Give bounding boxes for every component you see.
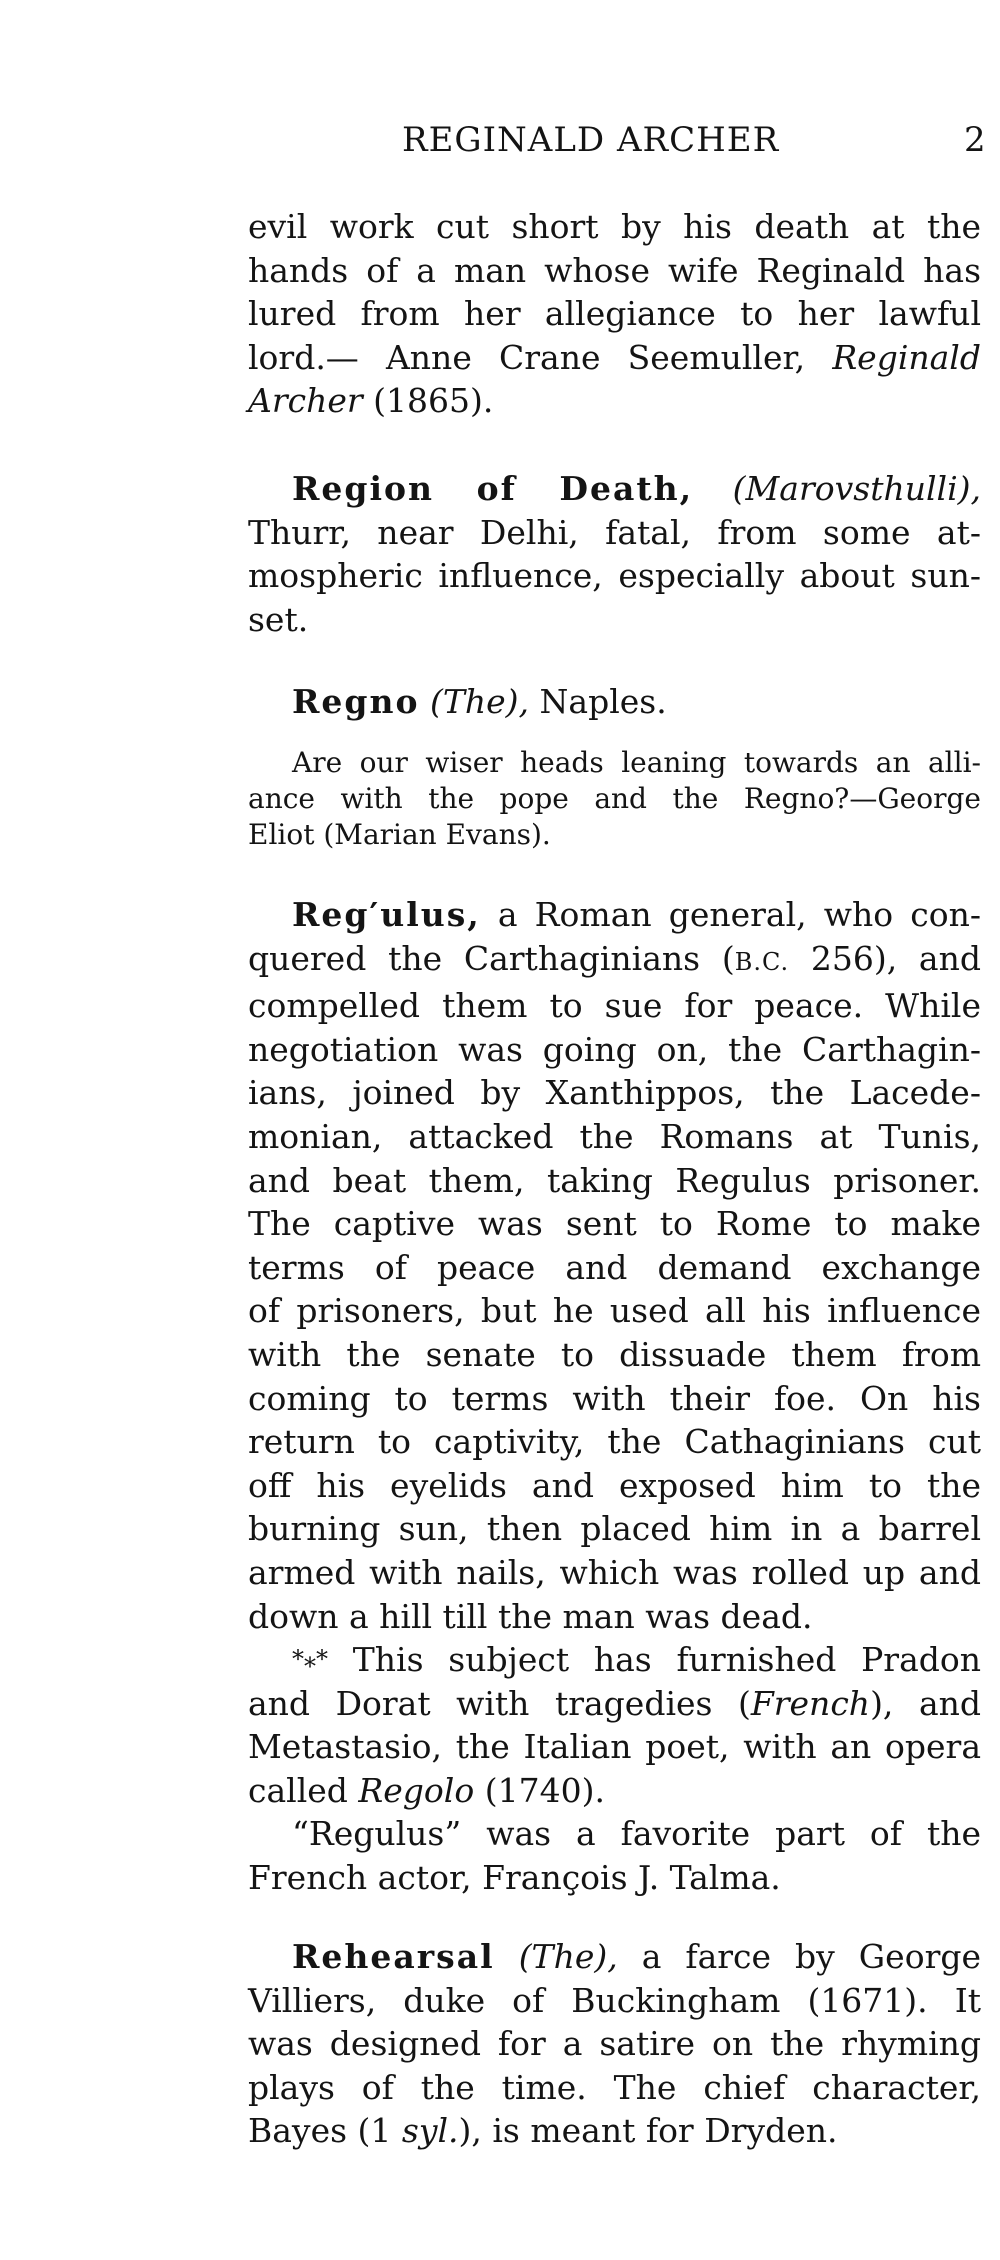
- note-text: (1740).: [474, 1770, 605, 1810]
- quote-line: Are our wiser heads leaning towards an alli-: [292, 746, 981, 779]
- abbrev-italic: syl.: [401, 2111, 459, 2151]
- text-line: coming to terms with their foe. On his: [248, 1378, 981, 1418]
- text-line: burning sun, then placed him in a barrel: [248, 1509, 981, 1549]
- text-line: mospheric influence, especially about sun-: [248, 556, 981, 596]
- definition-start: a Roman general, who con-: [497, 895, 981, 934]
- running-header: REGINALD ARCHER: [402, 120, 780, 160]
- opera-title: Regolo: [358, 1770, 475, 1810]
- text-line: terms of peace and demand exchange: [248, 1247, 981, 1287]
- note-line: French actor, François J. Talma.: [248, 1858, 781, 1898]
- headword: Rehearsal: [292, 1937, 495, 1976]
- text-line: off his eyelids and exposed him to the: [248, 1465, 981, 1505]
- text-line: [248, 937, 981, 985]
- text-line: and beat them, taking Regulus prisoner.: [248, 1160, 981, 1200]
- article: (The),: [518, 1937, 618, 1976]
- text-fragment: Bayes (1: [248, 2111, 402, 2151]
- note-text: This subject has furnished Pradon: [352, 1640, 981, 1680]
- note-line: [248, 1638, 981, 1682]
- text-line: lured from her allegiance to her lawful: [248, 294, 981, 334]
- entry-reginald-archer-tail: [248, 205, 981, 423]
- text-line: evil work cut short by his death at the: [248, 207, 981, 246]
- text-line: of prisoners, but he used all his influence: [248, 1291, 981, 1331]
- note-line: [248, 1769, 981, 1813]
- note-text: and Dorat with tragedies (: [248, 1683, 751, 1723]
- entry-rehearsal: [248, 1935, 981, 2153]
- note-line: “Regulus” was a favorite part of the: [292, 1814, 981, 1854]
- quote-line: ance with the pope and the Regno?—George: [248, 782, 981, 815]
- entry-region-of-death: [248, 467, 981, 641]
- article: (The),: [430, 682, 530, 721]
- headword: Region of Death,: [292, 469, 694, 508]
- page-number: 2: [964, 120, 986, 160]
- text-line: down a hill till the man was dead.: [248, 1596, 813, 1636]
- text-line: set.: [248, 599, 309, 639]
- text-line: armed with nails, which was rolled up and: [248, 1552, 981, 1592]
- text-line: [248, 1935, 981, 1979]
- entry-regno: [248, 680, 981, 724]
- text-line: with the senate to dissuade them from: [248, 1334, 981, 1374]
- text-line: plays of the time. The chief character,: [248, 2067, 981, 2107]
- note-text: ), and: [870, 1683, 981, 1723]
- note-text: called: [248, 1770, 359, 1810]
- text-line: negotiation was going on, the Carthagin-: [248, 1029, 981, 1069]
- citation-title-cont: Archer: [248, 381, 363, 421]
- citation-author: lord.— Anne Crane Seemuller,: [248, 337, 806, 377]
- text-line: The captive was sent to Rome to make: [248, 1204, 981, 1244]
- text-fragment: 256), and: [789, 938, 981, 978]
- text-line: return to captivity, the Cathaginians cut: [248, 1422, 981, 1462]
- citation-title: Reginald: [832, 337, 981, 377]
- text-line: [248, 893, 981, 937]
- quote-line: Eliot (Marian Evans).: [248, 818, 551, 851]
- definition-start: a farce by George: [641, 1937, 981, 1976]
- note-line: Metastasio, the Italian poet, with an opera: [248, 1727, 981, 1767]
- era-abbrev: B.C.: [734, 947, 790, 976]
- text-fragment: ), is meant for Dryden.: [458, 2111, 838, 2151]
- headword: Reg′ulus,: [292, 895, 481, 934]
- text-line: [248, 336, 981, 380]
- citation-year: (1865).: [373, 381, 494, 421]
- text-line: ians, joined by Xanthippos, the Lacede-: [248, 1073, 981, 1113]
- text-line: hands of a man whose wife Reginald has: [248, 250, 981, 290]
- text-line: compelled them to sue for peace. While: [248, 986, 981, 1026]
- note-line: [248, 1682, 981, 1726]
- quote-regno: [248, 745, 981, 853]
- note-italic: French: [750, 1683, 871, 1723]
- headword: Regno: [292, 682, 420, 721]
- text-line: [248, 2109, 981, 2153]
- definition: Naples.: [539, 682, 667, 721]
- text-line: Villiers, duke of Buckingham (1671). It: [248, 1980, 981, 2020]
- text-line: monian, attacked the Romans at Tunis,: [248, 1116, 981, 1156]
- text-line: was designed for a satire on the rhyming: [248, 2024, 981, 2064]
- note-marker: *⁎*: [292, 1645, 328, 1674]
- text-line: [248, 379, 981, 423]
- text-line: Thurr, near Delhi, fatal, from some at-: [248, 512, 981, 552]
- alt-name: (Marovsthulli),: [732, 469, 981, 508]
- entry-regulus: [248, 893, 981, 1900]
- text-fragment: quered the Carthaginians (: [248, 938, 735, 978]
- text-line: [248, 680, 981, 724]
- text-line: [248, 467, 981, 511]
